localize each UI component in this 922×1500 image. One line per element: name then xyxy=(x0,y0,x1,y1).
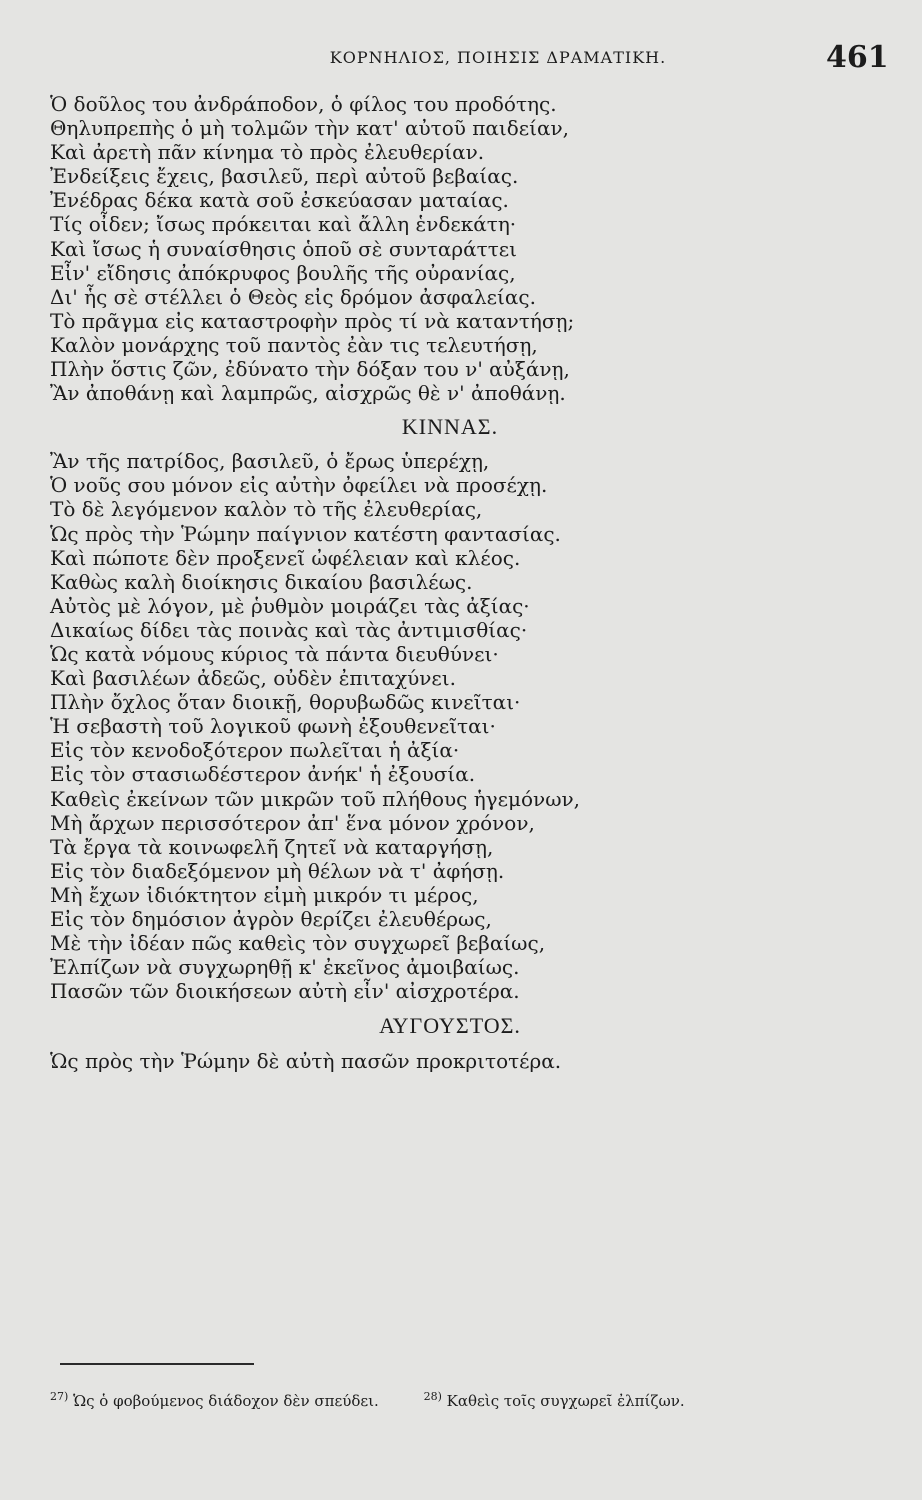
running-title: ΚΟΡΝΗΛΙΟΣ, ΠΟΙΗΣΙΣ ΔΡΑΜΑΤΙΚΗ. xyxy=(329,48,667,67)
verse-line: Ἐλπίζων νὰ συγχωρηθῇ κ' ἐκεῖνος ἀμοιβαίως. xyxy=(50,955,520,980)
verse-block-augustus xyxy=(50,1049,790,1073)
verse-line: Θηλυπρεπὴς ὁ μὴ τολμῶν τὴν κατ' αὐτοῦ παιδείαν, xyxy=(50,116,570,141)
verse-line: Καὶ ἴσως ἡ συναίσθησις ὁποῦ σὲ συνταράττει xyxy=(50,236,518,261)
verse-line: Ἡ σεβαστὴ τοῦ λογικοῦ φωνὴ ἐξουθενεῖται· xyxy=(50,714,496,739)
page-number: 461 xyxy=(826,40,889,75)
verse-line: Τὸ πρᾶγμα εἰς καταστροφὴν πρὸς τί νὰ καταντήσῃ; xyxy=(50,308,575,333)
footnote-text: Καθεὶς τοῖς συγχωρεῖ ἐλπίζων. xyxy=(446,1392,685,1410)
verse-line: Μὴ ἄρχων περισσότερον ἀπ' ἕνα μόνον χρόνον, xyxy=(50,810,535,835)
footnote-28 xyxy=(424,1390,685,1410)
running-head xyxy=(0,40,922,78)
verse-block-kinnas xyxy=(50,449,790,1003)
verse-line: Τὰ ἔργα τὰ κοινωφελῆ ζητεῖ νὰ καταργήσῃ, xyxy=(50,834,494,859)
verse-line: Καὶ βασιλέων ἀδεῶς, οὐδὲν ἐπιταχύνει. xyxy=(50,666,456,691)
speaker-heading-augustus: ΑΥΓΟΥΣΤΟΣ. xyxy=(379,1013,521,1039)
verse-line: Εἰς τὸν στασιωδέστερον ἀνήκ' ἡ ἐξουσία. xyxy=(50,762,476,787)
verse-line: Ὡς πρὸς τὴν Ῥώμην δὲ αὐτὴ πασῶν προκριτοτέρα. xyxy=(50,1049,562,1074)
verse-line: Καλὸν μονάρχης τοῦ παντὸς ἐὰν τις τελευτήσῃ, xyxy=(50,332,538,357)
verse-line: Καθὼς καλὴ διοίκησις δικαίου βασιλέως. xyxy=(50,569,473,594)
verse-line: Ὡς πρὸς τὴν Ῥώμην παίγνιον κατέστη φαντασίας. xyxy=(50,521,561,546)
verse-line: Ἂν ἀποθάνῃ καὶ λαμπρῶς, αἰσχρῶς θὲ ν' ἀποθάνῃ. xyxy=(50,381,566,406)
footnotes xyxy=(50,1390,810,1410)
footnote-rule xyxy=(60,1363,254,1365)
verse-line: Αὐτὸς μὲ λόγον, μὲ ῥυθμὸν μοιράζει τὰς ἀξίας· xyxy=(50,593,530,618)
verse-line: Ἐνδείξεις ἔχεις, βασιλεῦ, περὶ αὐτοῦ βεβαίας. xyxy=(50,164,519,189)
verse-line: Τὸ δὲ λεγόμενον καλὸν τὸ τῆς ἐλευθερίας, xyxy=(50,497,483,522)
verse-line: Καθεὶς ἐκείνων τῶν μικρῶν τοῦ πλήθους ἡγεμόνων, xyxy=(50,786,581,811)
verse-line: Εἰς τὸν διαδεξόμενον μὴ θέλων νὰ τ' ἀφήσῃ. xyxy=(50,858,505,883)
verse-block-opening xyxy=(50,92,790,405)
verse-line: Μὴ ἔχων ἰδιόκτητον εἰμὴ μικρόν τι μέρος, xyxy=(50,882,479,907)
verse-line: Δικαίως δίδει τὰς ποινὰς καὶ τὰς ἀντιμισθίας· xyxy=(50,617,528,642)
footnote-27 xyxy=(50,1390,379,1410)
verse-line: Τίς οἶδεν; ἴσως πρόκειται καὶ ἄλλη ἑνδεκάτη· xyxy=(50,212,517,237)
footnote-text: Ὡς ὁ φοβούμενος διάδοχον δὲν σπεύδει. xyxy=(73,1392,379,1410)
verse-line: Εἰς τὸν κενοδοξότερον πωλεῖται ἡ ἀξία· xyxy=(50,738,460,763)
footnote-mark: 28) xyxy=(423,1390,442,1403)
verse-body xyxy=(50,92,790,1073)
verse-line: Ὁ νοῦς σου μόνον εἰς αὐτὴν ὀφείλει νὰ προσέχῃ. xyxy=(50,473,548,498)
speaker-heading-kinnas: ΚΙΝΝΑΣ. xyxy=(401,414,499,440)
verse-line: Πλὴν ὄχλος ὅταν διοικῇ, θορυβωδῶς κινεῖται· xyxy=(50,690,521,715)
verse-line: Καὶ πώποτε δὲν προξενεῖ ὠφέλειαν καὶ κλέος. xyxy=(50,545,521,570)
verse-line: Ὁ δοῦλος του ἀνδράποδον, ὁ φίλος του προδότης. xyxy=(50,92,557,116)
verse-line: Ἂν τῆς πατρίδος, βασιλεῦ, ὁ ἔρως ὑπερέχῃ, xyxy=(50,449,490,474)
verse-line: Πλὴν ὅστις ζῶν, ἐδύνατο τὴν δόξαν του ν' αὐξάνῃ, xyxy=(50,357,570,382)
verse-line: Καὶ ἀρετὴ πᾶν κίνημα τὸ πρὸς ἐλευθερίαν. xyxy=(50,140,485,165)
footnote-mark: 27) xyxy=(50,1390,69,1403)
verse-line: Εἶν' εἴδησις ἀπόκρυφος βουλῆς τῆς οὐρανίας, xyxy=(50,260,516,285)
verse-line: Ἐνέδρας δέκα κατὰ σοῦ ἐσκεύασαν ματαίας. xyxy=(50,188,509,213)
verse-line: Ὡς κατὰ νόμους κύριος τὰ πάντα διευθύνει· xyxy=(50,641,499,666)
verse-line: Πασῶν τῶν διοικήσεων αὐτὴ εἶν' αἰσχροτέρα. xyxy=(50,979,520,1004)
verse-line: Μὲ τὴν ἰδέαν πῶς καθεὶς τὸν συγχωρεῖ βεβαίως, xyxy=(50,931,546,956)
verse-line: Εἰς τὸν δημόσιον ἀγρὸν θερίζει ἐλευθέρως, xyxy=(50,907,492,931)
verse-line: Δι' ἧς σὲ στέλλει ὁ Θεὸς εἰς δρόμον ἀσφαλείας. xyxy=(50,284,536,309)
